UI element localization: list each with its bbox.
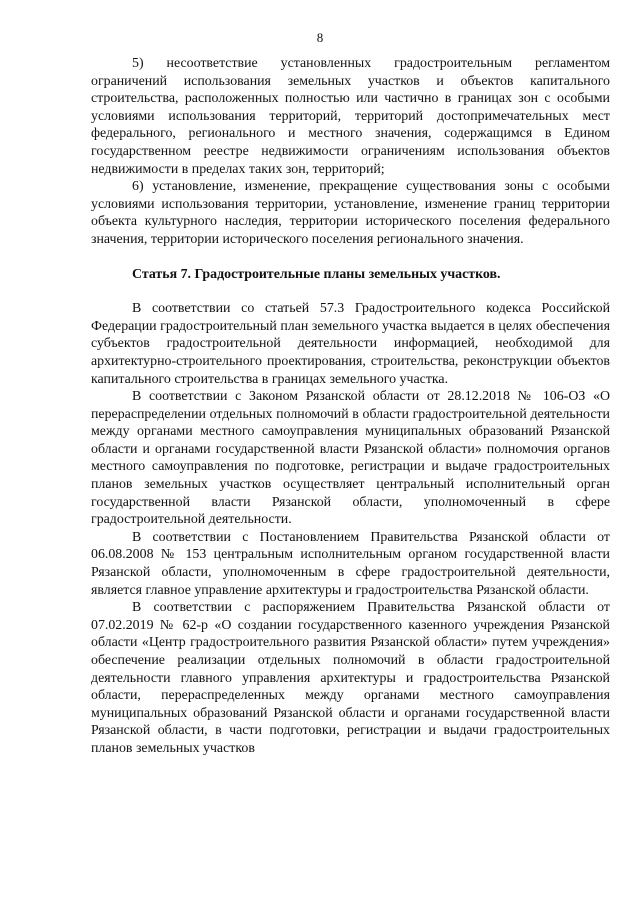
page-number: 8 (316, 30, 324, 45)
paragraph-gradplan-purpose: В соответствии со статьей 57.3 Градостроительного кодекса Российской Федерации градостроительный план земельного участка выдается в целях обеспечения субъектов градостроительной деятельности информацией, необходимой для архитектурно-строительного проектирования, строительства, реконструкции объектов капитального строительства в границах земельного участка. (91, 301, 610, 387)
paragraph-order-62-r: В соответствии с распоряжением Правительства Рязанской области от 07.02.2019 № 62-р «О создании государственного казенного учреждения Рязанской области «Центр градостроительного развития Рязанской области» путем учреждения» обеспечение реализации отдельных полномочий в области градостроительной деятельности главного управления архитектуры и градостроительства Рязанской области, перераспределенных между органами местного самоуправления муниципальных образований Рязанской области и органами государственной власти Рязанской области, в части подготовки, регистрации и выдачи градостроительных планов земельных участков (91, 600, 610, 756)
document-body (91, 55, 610, 758)
paragraph-item-6: 6) установление, изменение, прекращение существования зоны с особыми условиями использования территории, установление, изменение границ территории объекта культурного наследия, территории исторического поселения федерального значения, территории исторического поселения регионального значения. (91, 179, 610, 247)
paragraph-item-5: 5) несоответствие установленных градостроительным регламентом ограничений использования земельных участков и объектов капитального строительства, расположенных полностью или частично в границах зон с особыми условиями использования территорий, территорий достопримечательных мест федерального, регионального и местного значения, содержащимся в Едином государственном реестре недвижимости ограничениям использования объектов недвижимости в пределах таких зон, территорий; (91, 56, 610, 177)
article-heading: Статья 7. Градостроительные планы земельных участков. (132, 266, 501, 282)
paragraph-law-106-oz: В соответствии с Законом Рязанской области от 28.12.2018 № 106-ОЗ «О перераспределении отдельных полномочий в области градостроительной деятельности между органами местного самоуправления муниципальных образований Рязанской области и органами государственной власти Рязанской области» полномочия органов местного самоуправления по подготовке, регистрации и выдаче градостроительных планов земельных участков осуществляет центральный исполнительный орган государственной власти Рязанской области, уполномоченный в сфере градостроительной деятельности. (91, 389, 610, 528)
paragraph-resolution-153: В соответствии с Постановлением Правительства Рязанской области от 06.08.2008 № 153 центральным исполнительным органом государственной власти Рязанской области, уполномоченным в сфере градостроительной деятельности, является главное управление архитектуры и градостроительства Рязанской области. (91, 529, 610, 598)
